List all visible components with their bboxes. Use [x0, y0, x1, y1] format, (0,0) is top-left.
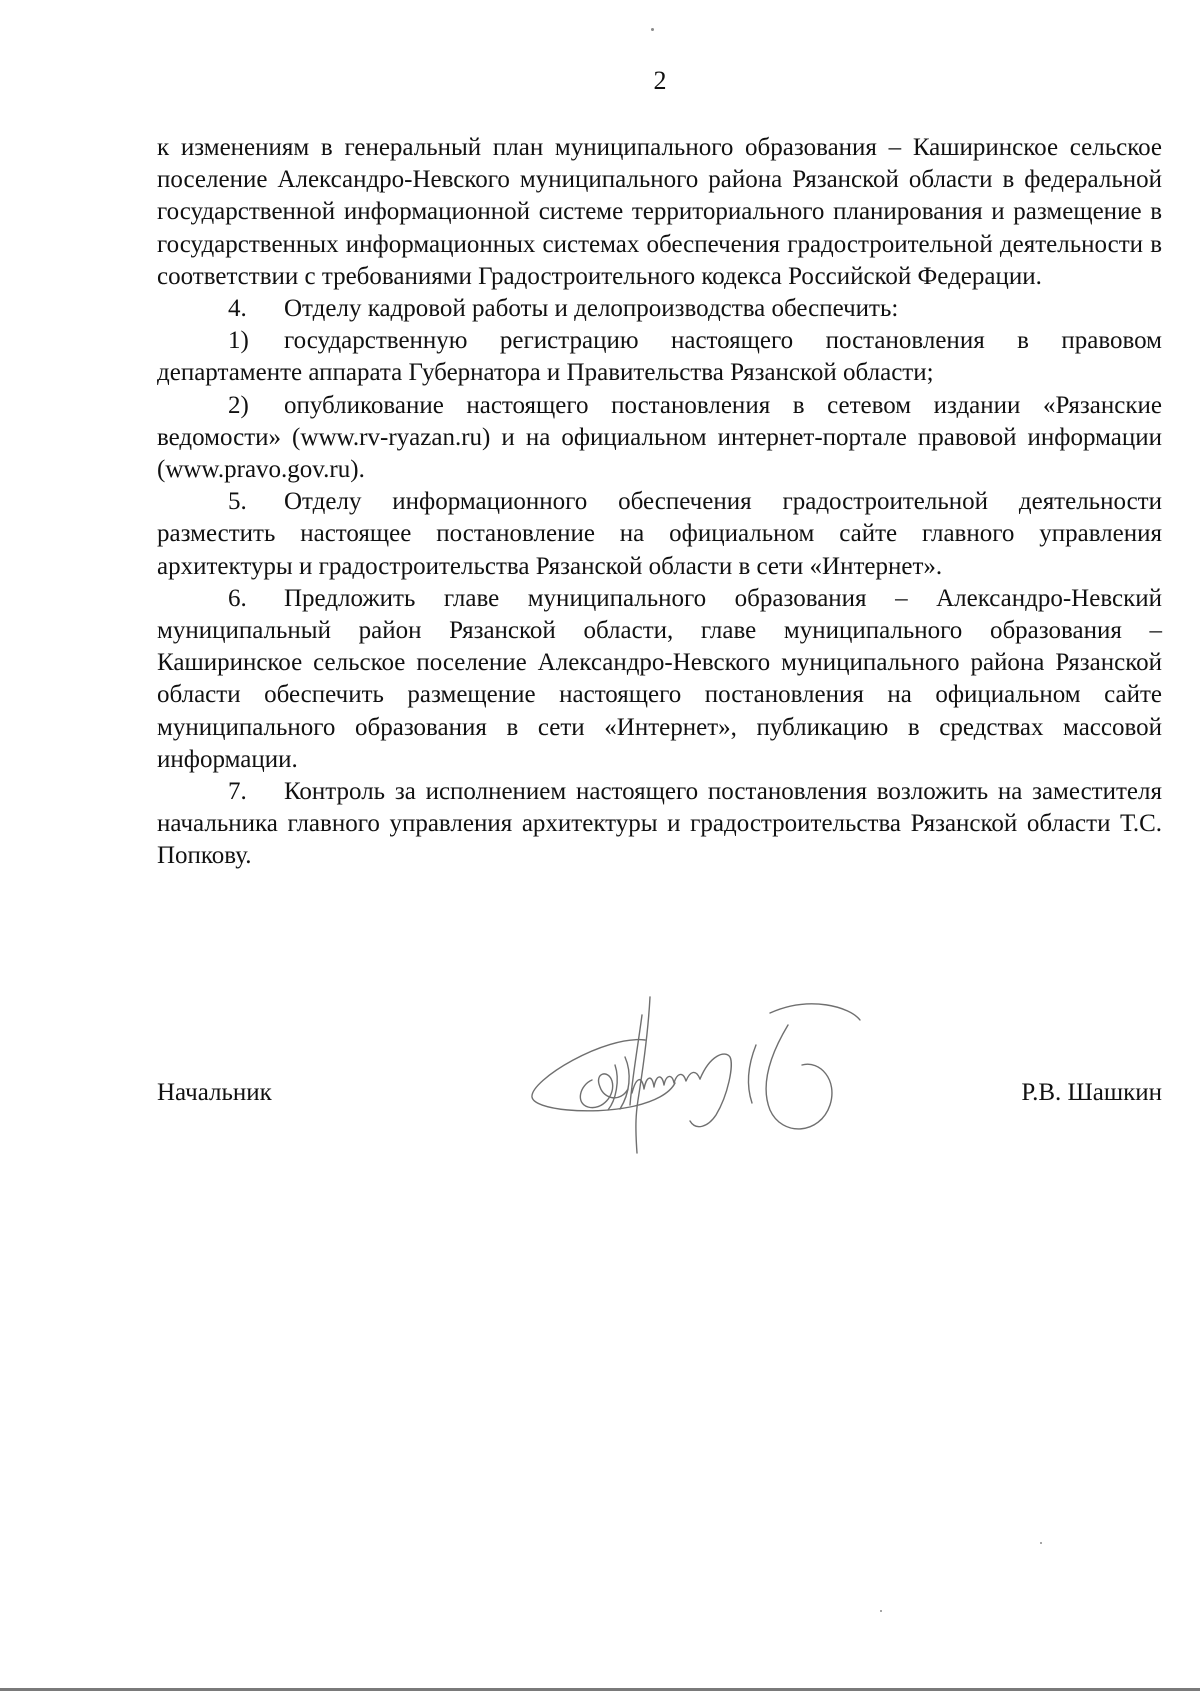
document-body: [157, 132, 1162, 873]
item-number: 4.: [228, 295, 247, 323]
paragraph-text: Предложить главе муниципального образования – Александро-Невский муниципальный район Рязанской области, главе муниципального образования – Каширинское сельское поселение Александро-Невского муниципального района Рязанской области обеспечить размещение настоящего постановления на официальном сайте муниципального образования в сети «Интернет», публикацию в средствах массовой информации.: [157, 584, 1162, 773]
paragraph-text: Отделу кадровой работы и делопроизводства обеспечить:: [284, 295, 899, 323]
page-bottom-edge: [0, 1688, 1200, 1691]
paragraph-item-5: [157, 486, 1162, 583]
paragraph-text: к изменениям в генеральный план муниципального образования – Каширинское сельское поселение Александро-Невского муниципального района Рязанской области в федеральной государственной информационной системе территориального планирования и размещение в государственных информационных системах обеспечения градостроительной деятельности в соответствии с требованиями Градостроительного кодекса Российской Федерации.: [157, 134, 1162, 290]
item-number: 7.: [228, 778, 247, 806]
item-number: 6.: [228, 584, 247, 612]
paragraph-text: опубликование настоящего постановления в сетевом издании «Рязанские ведомости» (www.rv-ryazan.ru) и на официальном интернет-портале правовой информации (www.pravo.gov.ru).: [157, 391, 1162, 484]
paragraph-item-4-1: [157, 325, 1162, 389]
item-number: 1): [228, 327, 249, 355]
paragraph-text: Контроль за исполнением настоящего постановления возложить на заместителя начальника главного управления архитектуры и градостроительства Рязанской области Т.С. Попкову.: [157, 778, 1162, 870]
page-number: 2: [653, 66, 667, 95]
scan-speck: [880, 1610, 882, 1612]
paragraph-continuation: [157, 132, 1162, 293]
scan-speck: [1040, 1542, 1042, 1544]
handwritten-signature: [520, 985, 920, 1160]
paragraph-item-4: [157, 293, 1162, 325]
paragraph-item-7: [157, 776, 1162, 873]
signatory-title: Начальник: [157, 1079, 272, 1106]
paragraph-text: государственную регистрацию настоящего постановления в правовом департаменте аппарата Губернатора и Правительства Рязанской области;: [157, 327, 1162, 387]
item-number: 5.: [228, 488, 247, 516]
scan-speck: [651, 28, 654, 31]
paragraph-item-4-2: [157, 390, 1162, 487]
item-number: 2): [228, 391, 249, 419]
paragraph-item-6: [157, 583, 1162, 776]
signatory-name: Р.В. Шашкин: [1021, 1079, 1162, 1106]
paragraph-text: Отделу информационного обеспечения градостроительной деятельности разместить настоящее постановление на официальном сайте главного управления архитектуры и градостроительства Рязанской области в сети «Интернет».: [157, 488, 1162, 580]
